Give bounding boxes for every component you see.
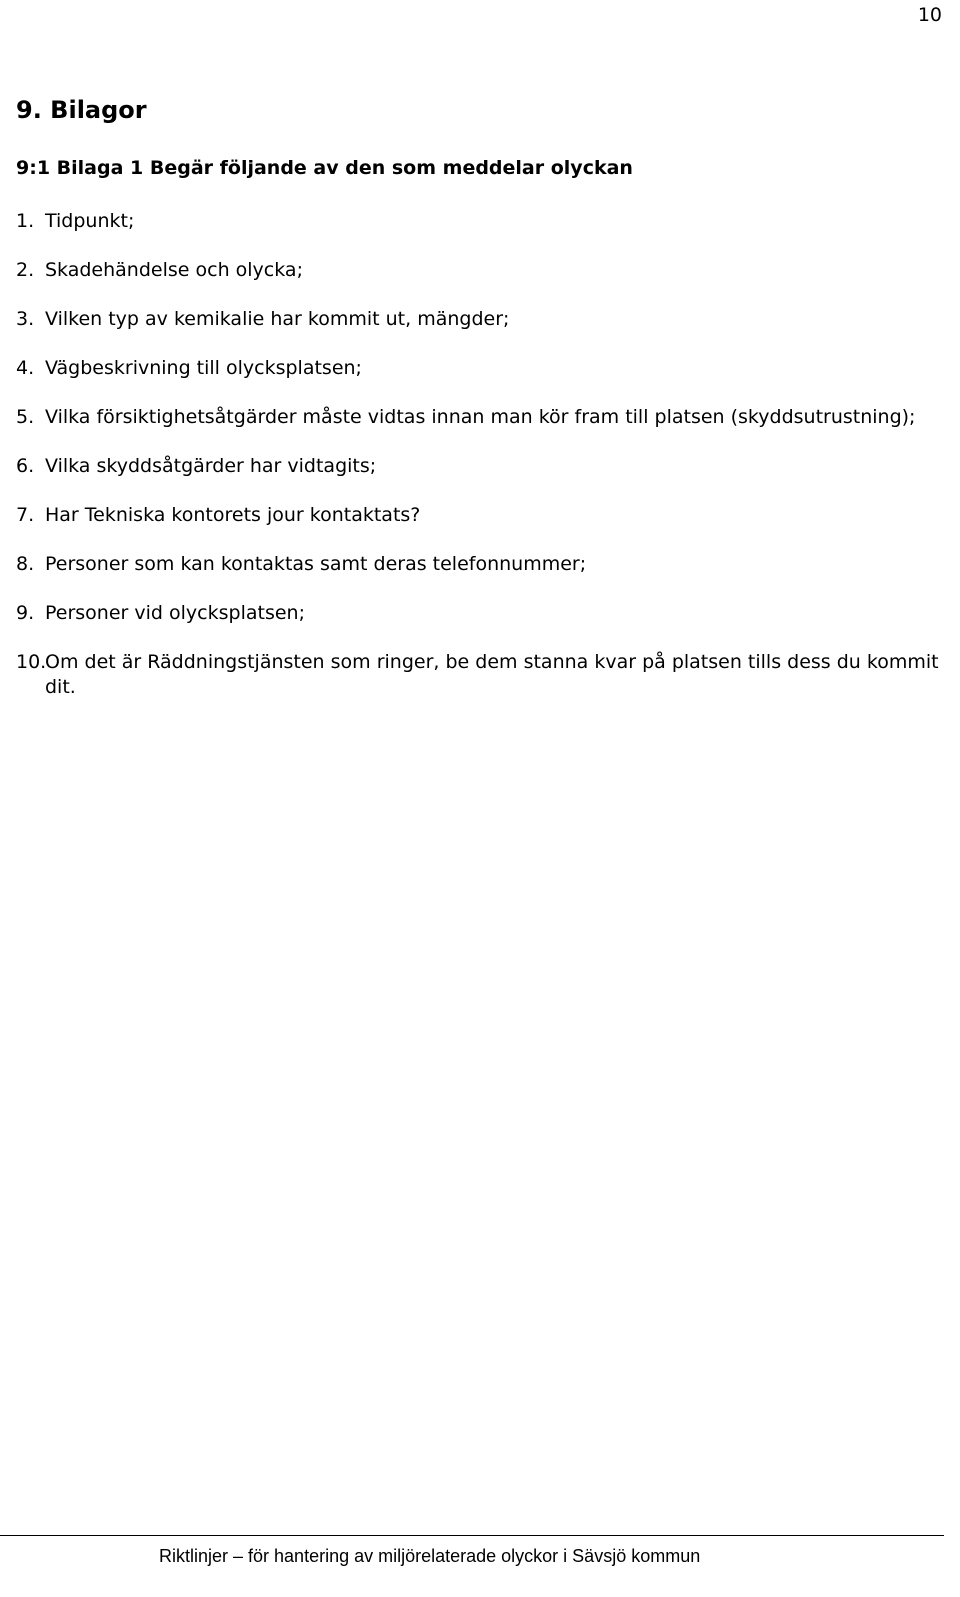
- attachment-subheading: 9:1 Bilaga 1 Begär följande av den som meddelar olyckan: [16, 157, 633, 179]
- item-text: Vilken typ av kemikalie har kommit ut, mängder;: [45, 308, 510, 330]
- item-text: Tidpunkt;: [45, 210, 135, 232]
- item-number: 5.: [16, 406, 35, 428]
- page-footer: Riktlinjer – för hantering av miljörelaterade olyckor i Sävsjö kommun: [159, 1546, 701, 1566]
- list-item: [16, 601, 946, 626]
- item-text: Personer som kan kontaktas samt deras telefonnummer;: [45, 553, 587, 575]
- list-item: [16, 552, 946, 577]
- item-number: 7.: [16, 504, 35, 526]
- item-number: 8.: [16, 553, 35, 575]
- item-number: 2.: [16, 259, 35, 281]
- list-item: [16, 258, 946, 283]
- item-text: Om det är Räddningstjänsten som ringer, be dem stanna kvar på platsen tills dess du kommit dit.: [45, 651, 939, 698]
- checklist: [16, 209, 946, 724]
- list-item: [16, 454, 946, 479]
- item-number: 9.: [16, 602, 35, 624]
- item-number: 4.: [16, 357, 35, 379]
- page-number: 10: [917, 4, 942, 26]
- item-number: 3.: [16, 308, 35, 330]
- item-text: Vilka skyddsåtgärder har vidtagits;: [45, 455, 377, 477]
- item-text: Vägbeskrivning till olycksplatsen;: [45, 357, 362, 379]
- footer-divider: [0, 1535, 944, 1536]
- list-item: [16, 503, 946, 528]
- list-item: [16, 405, 946, 430]
- list-item: [16, 356, 946, 381]
- item-number: 6.: [16, 455, 35, 477]
- item-number: 1.: [16, 210, 35, 232]
- list-item: [16, 307, 946, 332]
- item-text: Personer vid olycksplatsen;: [45, 602, 305, 624]
- list-item: [16, 650, 946, 700]
- item-text: Har Tekniska kontorets jour kontaktats?: [45, 504, 421, 526]
- item-text: Skadehändelse och olycka;: [45, 259, 303, 281]
- item-text: Vilka försiktighetsåtgärder måste vidtas innan man kör fram till platsen (skyddsutrustning);: [45, 406, 916, 428]
- list-item: [16, 209, 946, 234]
- item-number: 10.: [16, 651, 47, 673]
- section-heading: 9. Bilagor: [16, 96, 147, 124]
